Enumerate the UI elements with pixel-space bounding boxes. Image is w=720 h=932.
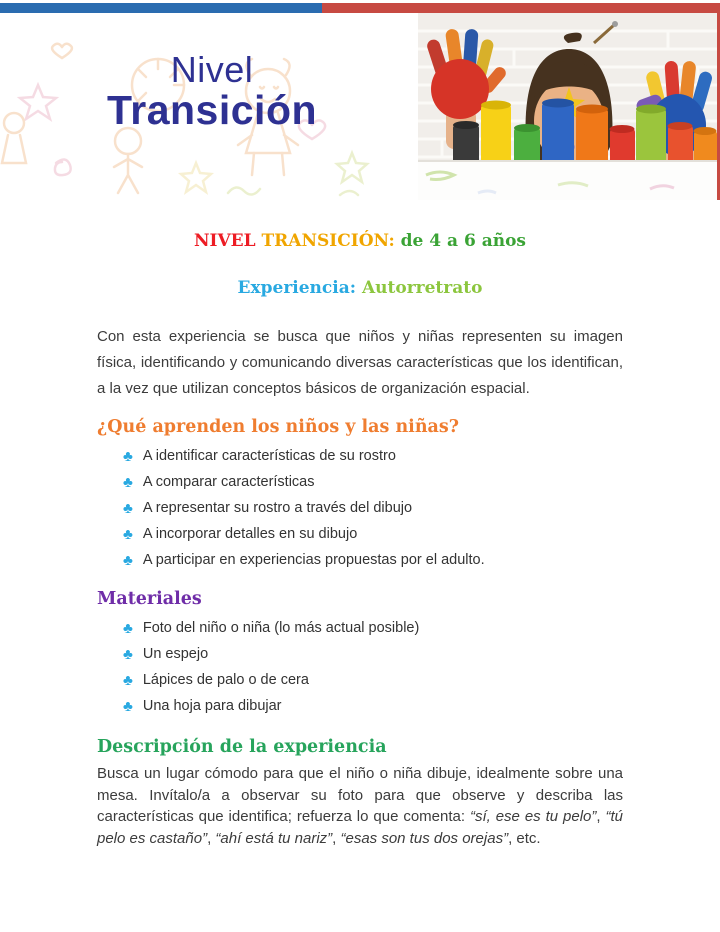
materials-heading: Materiales (97, 589, 202, 609)
club-bullet-icon: ♣ (123, 500, 133, 517)
list-item (123, 672, 623, 688)
top-bar (0, 3, 720, 13)
experience-heading (97, 278, 623, 298)
quoted-phrase: “sí, ese es tu pelo” (469, 808, 597, 825)
materials-list (97, 620, 623, 714)
level-age-range: de 4 a 6 años (400, 231, 527, 251)
doodle-star-pink (20, 85, 56, 119)
club-bullet-icon: ♣ (123, 646, 133, 663)
doodle-angel (2, 113, 26, 163)
club-bullet-icon: ♣ (123, 526, 133, 543)
description-paragraph (97, 763, 623, 849)
experience-label: Experiencia: (237, 278, 357, 298)
doodle-spiral (55, 159, 71, 175)
doodle-boy (114, 128, 142, 193)
list-item-text: Un espejo (142, 646, 209, 662)
doodle-star-yellow (181, 163, 211, 192)
list-item (123, 500, 623, 516)
learning-list (97, 448, 623, 568)
club-bullet-icon: ♣ (123, 620, 133, 637)
list-item-text: A identificar características de su rostro (142, 448, 396, 464)
list-item (123, 646, 623, 662)
list-item (123, 698, 623, 714)
list-item-text: A comparar características (142, 474, 315, 490)
plain-text: , (596, 808, 606, 825)
list-item (123, 552, 623, 568)
doodle-star-green (337, 153, 367, 182)
list-item (123, 448, 623, 464)
photo-table (418, 161, 720, 200)
intro-paragraph: Con esta experiencia se busca que niños y niñas representen su imagen física, identificando y comunicando diversas características que los identifican, a la vez que utilizan conceptos básicos de organización espacial. (97, 328, 623, 397)
level-name: TRANSICIÓN: (261, 231, 395, 251)
club-bullet-icon: ♣ (123, 672, 133, 689)
description-heading: Descripción de la experiencia (97, 737, 387, 757)
experience-name: Autorretrato (361, 278, 483, 298)
brand-title-line1: Nivel (170, 49, 254, 90)
club-bullet-icon: ♣ (123, 448, 133, 465)
plain-text: , (332, 829, 341, 847)
list-item-text: Una hoja para dibujar (142, 698, 282, 714)
list-item-text: Foto del niño o niña (lo más actual posible) (142, 620, 420, 636)
list-item-text: A representar su rostro a través del dibujo (142, 500, 413, 516)
top-bar-blue-segment (0, 3, 322, 13)
level-heading (97, 231, 623, 251)
quoted-phrase: “esas son tus dos orejas” (340, 829, 509, 847)
header-banner (0, 13, 720, 200)
level-label: NIVEL (193, 231, 256, 251)
list-item (123, 526, 623, 542)
list-item-text: A participar en experiencias propuestas por el adulto. (142, 552, 485, 568)
club-bullet-icon: ♣ (123, 474, 133, 491)
brand-title-line2: Transición (106, 86, 318, 133)
list-item-text: A incorporar detalles en su dibujo (142, 526, 358, 542)
plain-text: , (207, 829, 216, 847)
doodle-scribble (228, 187, 358, 195)
quoted-phrase: “tú pelo es castaño” (97, 808, 623, 847)
plain-text: , etc. (508, 829, 541, 847)
list-item (123, 620, 623, 636)
club-bullet-icon: ♣ (123, 698, 133, 715)
doodle-heart-small (52, 44, 72, 58)
list-item (123, 474, 623, 490)
top-bar-red-segment (322, 3, 720, 13)
plain-text: Busca un lugar cómodo para que el niño o niña dibuje, idealmente sobre una mesa. Invítalo/a a observar su foto para que observe y describa las características que identifica; refuerza lo que comenta: (97, 765, 623, 825)
club-bullet-icon: ♣ (123, 552, 133, 569)
learning-heading: ¿Qué aprenden los niños y las niñas? (97, 417, 459, 437)
brand-title (82, 51, 342, 132)
content-column (0, 231, 720, 849)
quoted-phrase: “ahí está tu nariz” (215, 829, 333, 847)
header-photo-illustration (418, 13, 720, 200)
list-item-text: Lápices de palo o de cera (142, 672, 309, 688)
